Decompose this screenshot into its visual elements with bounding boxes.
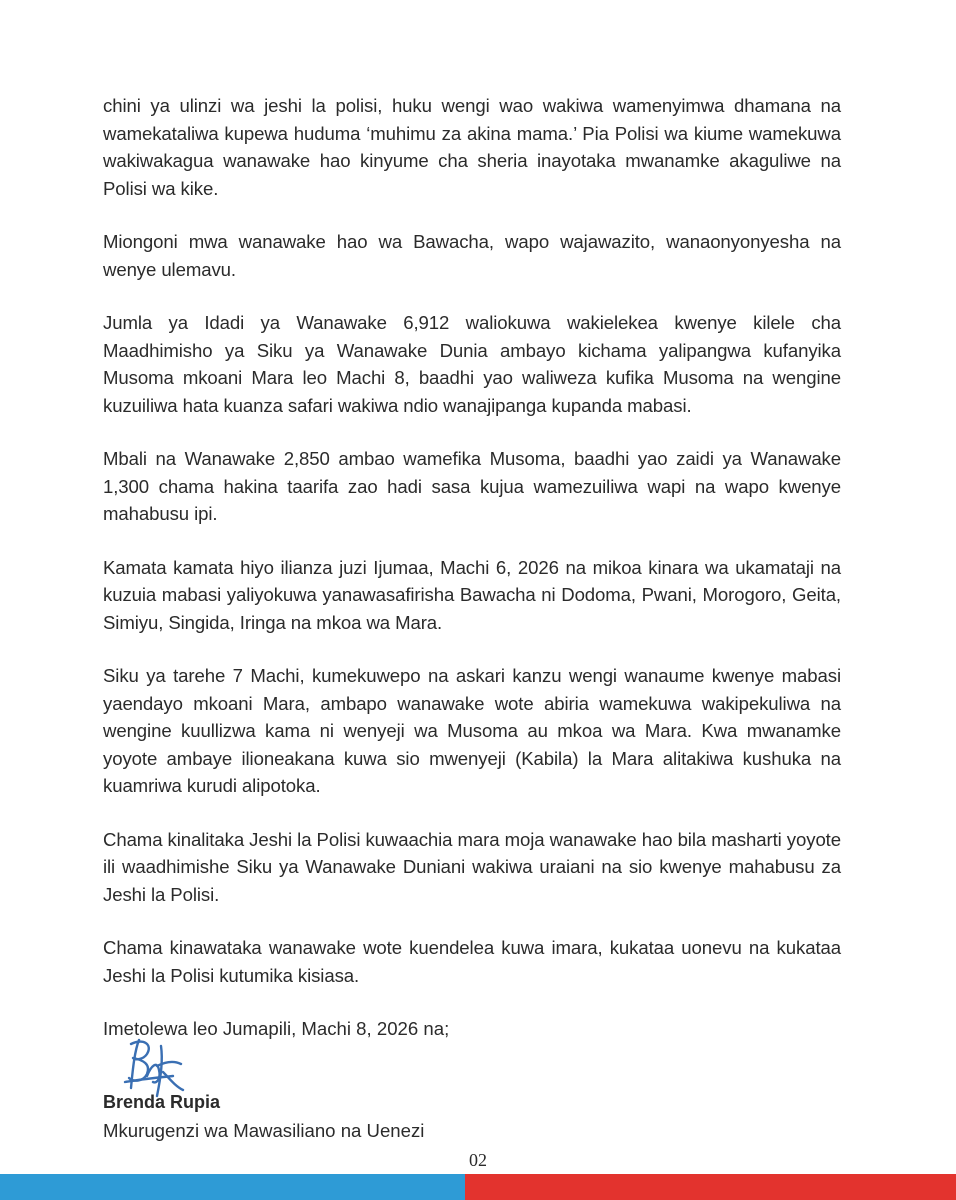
signer-name: Brenda Rupia (103, 1092, 221, 1112)
paragraph: Miongoni mwa wanawake hao wa Bawacha, wapo wajawazito, wanaonyonyesha na wenye ulemavu. (103, 231, 841, 280)
issued-line: Imetolewa leo Jumapili, Machi 8, 2026 na; (103, 1018, 450, 1039)
footer-red-stripe (465, 1174, 956, 1200)
paragraph: Jumla ya Idadi ya Wanawake 6,912 waliokuwa wakielekea kwenye kilele cha Maadhimisho ya Siku ya Wanawake Dunia ambayo kichama yalipangwa kufanyika Musoma mkoani Mara leo Machi 8, baadhi yao waliweza kufika Musoma na wengine kuzuiliwa hata kuanza safari wakiwa ndio wanajipanga kupanda mabasi. (103, 312, 841, 416)
letter-body (103, 92, 841, 1043)
paragraph: Siku ya tarehe 7 Machi, kumekuwepo na askari kanzu wengi wanaume kwenye mabasi yaendayo mkoani Mara, ambapo wanawake wote abiria wamekuwa wakipekuliwa na wengine kuullizwa kama ni wenyeji wa Musoma au mkoa wa Mara. Kwa mwanamke yoyote ambaye ilioneakana kuwa sio mwenyeji (Kabila) la Mara alitakiwa kushuka na kuamriwa kurudi alipotoka. (103, 665, 841, 796)
paragraph: Chama kinawataka wanawake wote kuendelea kuwa imara, kukataa uonevu na kukataa Jeshi la Polisi kutumika kisiasa. (103, 937, 841, 986)
paragraph: Kamata kamata hiyo ilianza juzi Ijumaa, Machi 6, 2026 na mikoa kinara wa ukamataji na kuzuia mabasi yaliyokuwa yanawasafirisha Bawacha ni Dodoma, Pwani, Morogoro, Geita, Simiyu, Singida, Iringa na mkoa wa Mara. (103, 556, 841, 633)
paragraph: Chama kinalitaka Jeshi la Polisi kuwaachia mara moja wanawake hao bila masharti yoyote ili waadhimishe Siku ya Wanawake Duniani wakiwa uraiani na sio kwenye mahabusu za Jeshi la Polisi. (103, 828, 841, 905)
page-number: 02 (469, 1150, 487, 1170)
footer-blue-stripe (0, 1174, 465, 1200)
paragraph: chini ya ulinzi wa jeshi la polisi, huku wengi wao wakiwa wamenyimwa dhamana na wamekataliwa kupewa huduma ‘muhimu za akina mama.’ Pia Polisi wa kiume wamekuwa wakiwakagua wanawake hao kinyume cha sheria inayotaka mwanamke akaguliwe na Polisi wa kike. (103, 95, 841, 199)
signature-block (103, 1036, 503, 1146)
footer-color-bar (0, 1174, 956, 1200)
signer-title: Mkurugenzi wa Mawasiliano na Uenezi (103, 1120, 425, 1141)
paragraph: Mbali na Wanawake 2,850 ambao wamefika Musoma, baadhi yao zaidi ya Wanawake 1,300 chama hakina taarifa zao hadi sasa kujua wamezuiliwa wapi na wapo kwenye mahabusu ipi. (103, 448, 841, 524)
